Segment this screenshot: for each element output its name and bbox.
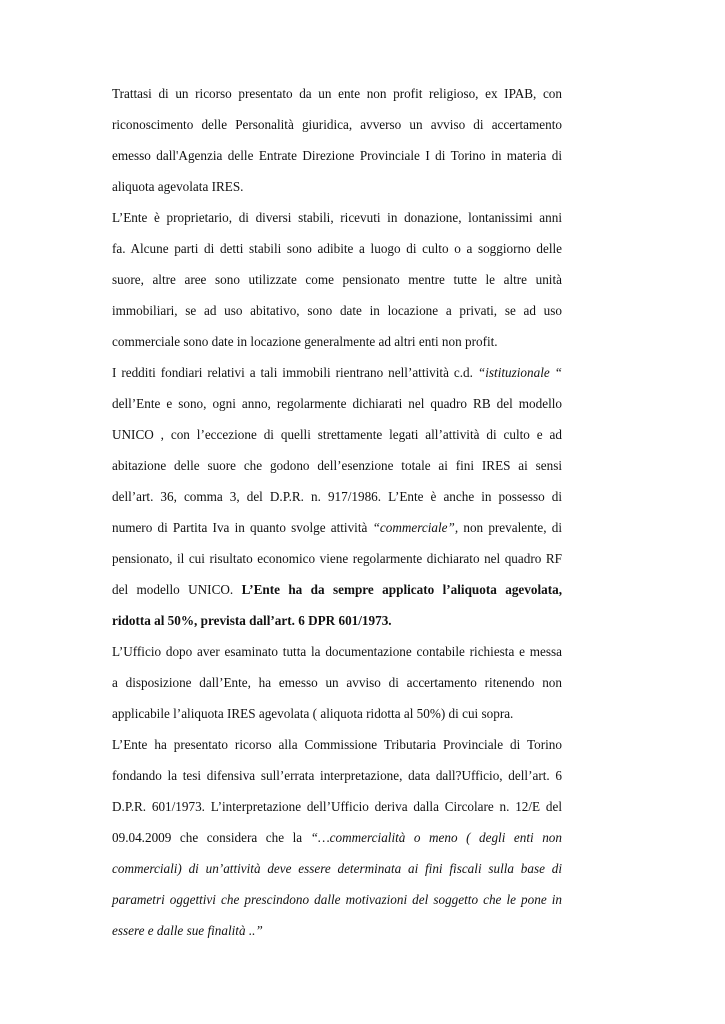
document-body [112, 78, 562, 946]
text-line: dell’Ente e sono, ogni anno, regolarmente dichiarati nel quadro RB del modello [112, 396, 562, 411]
text-line: riconoscimento delle Personalità giuridica, avverso un avviso di accertamento [112, 117, 562, 132]
text-line: immobiliari, se ad uso abitativo, sono date in locazione a privati, se ad uso [112, 303, 562, 318]
text-line: abitazione delle suore che godono dell’esenzione totale ai fini IRES ai sensi [112, 458, 562, 473]
text-line: commerciali) di un’attività deve essere determinata ai fini fiscali sulla base di [112, 861, 562, 876]
text-line: ridotta al 50%, prevista dall’art. 6 DPR 601/1973. [112, 613, 392, 628]
text-line: pensionato, il cui risultato economico viene regolarmente dichiarato nel quadro RF [112, 551, 562, 566]
text-line: aliquota agevolata IRES. [112, 179, 244, 194]
text-line: 09.04.2009 che considera che la “…commercialità o meno ( degli enti non [112, 830, 562, 845]
text-line: numero di Partita Iva in quanto svolge attività “commerciale”, non prevalente, di [112, 520, 562, 535]
text-line: L’Ente ha presentato ricorso alla Commissione Tributaria Provinciale di Torino [112, 737, 562, 752]
text-line: I redditi fondiari relativi a tali immobili rientrano nell’attività c.d. “istituzionale “ [112, 365, 563, 380]
text-line: suore, altre aree sono utilizzate come pensionato mentre tutte le altre unità [112, 272, 562, 287]
text-line: dell’art. 36, comma 3, del D.P.R. n. 917/1986. L’Ente è anche in possesso di [112, 489, 562, 504]
paragraph-ricorso-intro [112, 78, 562, 202]
text-line: parametri oggettivi che prescindono dalle motivazioni del soggetto che le pone in [112, 892, 562, 907]
text-line: applicabile l’aliquota IRES agevolata ( aliquota ridotta al 50%) di cui sopra. [112, 706, 514, 721]
text-line: commerciale sono date in locazione generalmente ad altri enti non profit. [112, 334, 498, 349]
text-line: fa. Alcune parti di detti stabili sono adibite a luogo di culto o a soggiorno delle [112, 241, 562, 256]
text-line: D.P.R. 601/1973. L’interpretazione dell’Ufficio deriva dalla Circolare n. 12/E del [112, 799, 562, 814]
text-line: Trattasi di un ricorso presentato da un ente non profit religioso, ex IPAB, con [112, 86, 562, 101]
text-line: del modello UNICO. L’Ente ha da sempre applicato l’aliquota agevolata, [112, 582, 562, 597]
text-line: L’Ente è proprietario, di diversi stabili, ricevuti in donazione, lontanissimi anni [112, 210, 562, 225]
paragraph-stabili [112, 202, 562, 357]
text-line: UNICO , con l’eccezione di quelli strettamente legati all’attività di culto e ad [112, 427, 562, 442]
text-line: L’Ufficio dopo aver esaminato tutta la documentazione contabile richiesta e messa [112, 644, 562, 659]
text-line: emesso dall'Agenzia delle Entrate Direzione Provinciale I di Torino in materia di [112, 148, 562, 163]
paragraph-redditi [112, 357, 562, 636]
text-line: a disposizione dall’Ente, ha emesso un avviso di accertamento ritenendo non [112, 675, 562, 690]
paragraph-ricorso-commissione [112, 729, 562, 946]
text-line: essere e dalle sue finalità ..” [112, 923, 263, 938]
paragraph-ufficio [112, 636, 562, 729]
text-line: fondando la tesi difensiva sull’errata interpretazione, data dall?Ufficio, dell’art. 6 [112, 768, 562, 783]
